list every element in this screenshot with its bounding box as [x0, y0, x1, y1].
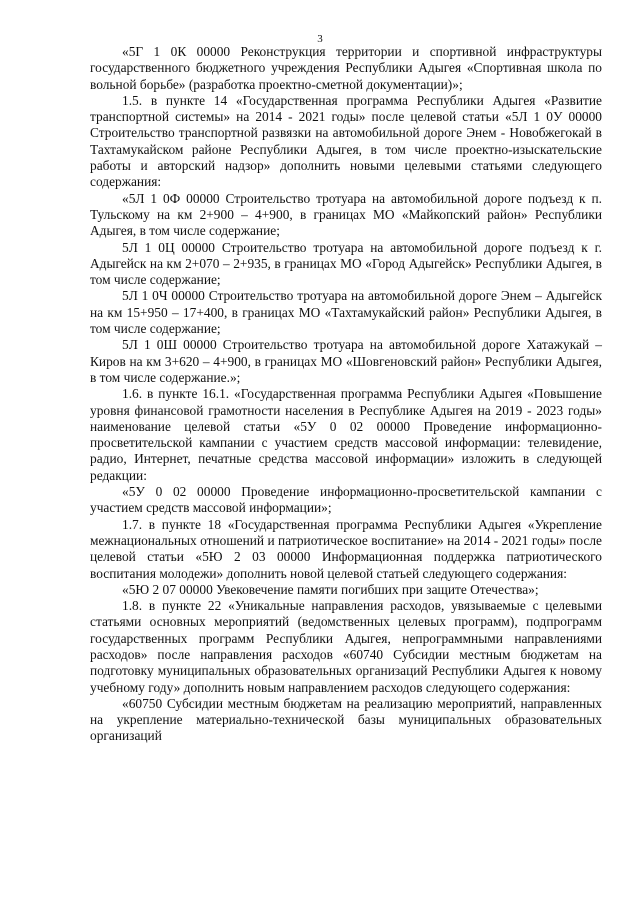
paragraph-article-5l-0sh: 5Л 1 0Ш 00000 Строительство тротуара на автомобильной дороге Хатажукай – Киров на км 3+620 – 4+900, в границах МО «Шовгеновский район» Республики Адыгея, в том числе содержание.»; [90, 337, 602, 385]
paragraph-1-6: 1.6. в пункте 16.1. «Государственная программа Республики Адыгея «Повышение уровня финансовой грамотности населения в Республике Адыгея на 2019 - 2023 годы» наименование целевой статьи «5У 0 02 00000 Проведение информационно-просветительской кампании с участием средств массовой информации: телевидение, радио, Интернет, печатные средства массовой информации» изложить в следующей редакции: [90, 386, 602, 483]
paragraph-target-article-5g: «5Г 1 0К 00000 Реконструкция территории и спортивной инфраструктуры государственного бюджетного учреждения Республики Адыгея «Спортивная школа по вольной борьбе» (разработка проектно-сметной документации)»; [90, 44, 602, 92]
paragraph-1-7: 1.7. в пункте 18 «Государственная программа Республики Адыгея «Укрепление межнациональных отношений и патриотическое воспитание» на 2014 - 2021 годы» после целевой статьи «5Ю 2 03 00000 Информационная поддержка патриотического воспитания молодежи» дополнить новой целевой статьей следующего содержания: [90, 516, 602, 581]
document-body [90, 44, 602, 745]
paragraph-article-5u: «5У 0 02 00000 Проведение информационно-просветительской кампании с участием средств массовой информации»; [90, 484, 602, 516]
paragraph-article-5l-0ch: 5Л 1 0Ч 00000 Строительство тротуара на автомобильной дороге Энем – Адыгейск на км 15+950 – 17+400, в границах МО «Тахтамукайский район» Республики Адыгея, в том числе содержание; [90, 288, 602, 337]
paragraph-article-5yu: «5Ю 2 07 00000 Увековечение памяти погибших при защите Отечества»; [122, 581, 539, 597]
paragraph-1-8: 1.8. в пункте 22 «Уникальные направления расходов, увязываемые с целевыми статьями основных мероприятий (ведомственных целевых программ), подпрограмм государственных программ Республики Адыгея, непрограммными направлениями расходов» после направления расходов «60740 Субсидии местным бюджетам на подготовку муниципальных образовательных организаций Республики Адыгея к новому учебному году» дополнить новым направлением расходов следующего содержания: [90, 598, 602, 695]
paragraph-article-5l-0c: 5Л 1 0Ц 00000 Строительство тротуара на автомобильной дороге подъезд к г. Адыгейск на км 2+070 – 2+935, в границах МО «Город Адыгейск» Республики Адыгея, в том числе содержание; [90, 239, 602, 288]
paragraph-article-5l-0f: «5Л 1 0Ф 00000 Строительство тротуара на автомобильной дороге подъезд к п. Тульскому на км 2+900 – 4+900, в границах МО «Майкопский район» Республики Адыгея, в том числе содержание; [90, 190, 602, 239]
paragraph-1-5: 1.5. в пункте 14 «Государственная программа Республики Адыгея «Развитие транспортной системы» на 2014 - 2021 годы» после целевой статьи «5Л 1 0У 00000 Строительство транспортной развязки на автомобильной дороге Энем - Новобжегокай в Тахтамукайском районе Республики Адыгея, в том числе проектно-изыскательские работы и авторский надзор» дополнить новыми целевыми статьями следующего содержания: [90, 92, 602, 190]
page-number: 3 [317, 33, 323, 45]
paragraph-direction-60750: «60750 Субсидии местным бюджетам на реализацию мероприятий, направленных на укрепление материально-технической базы муниципальных образовательных организаций [90, 695, 602, 744]
